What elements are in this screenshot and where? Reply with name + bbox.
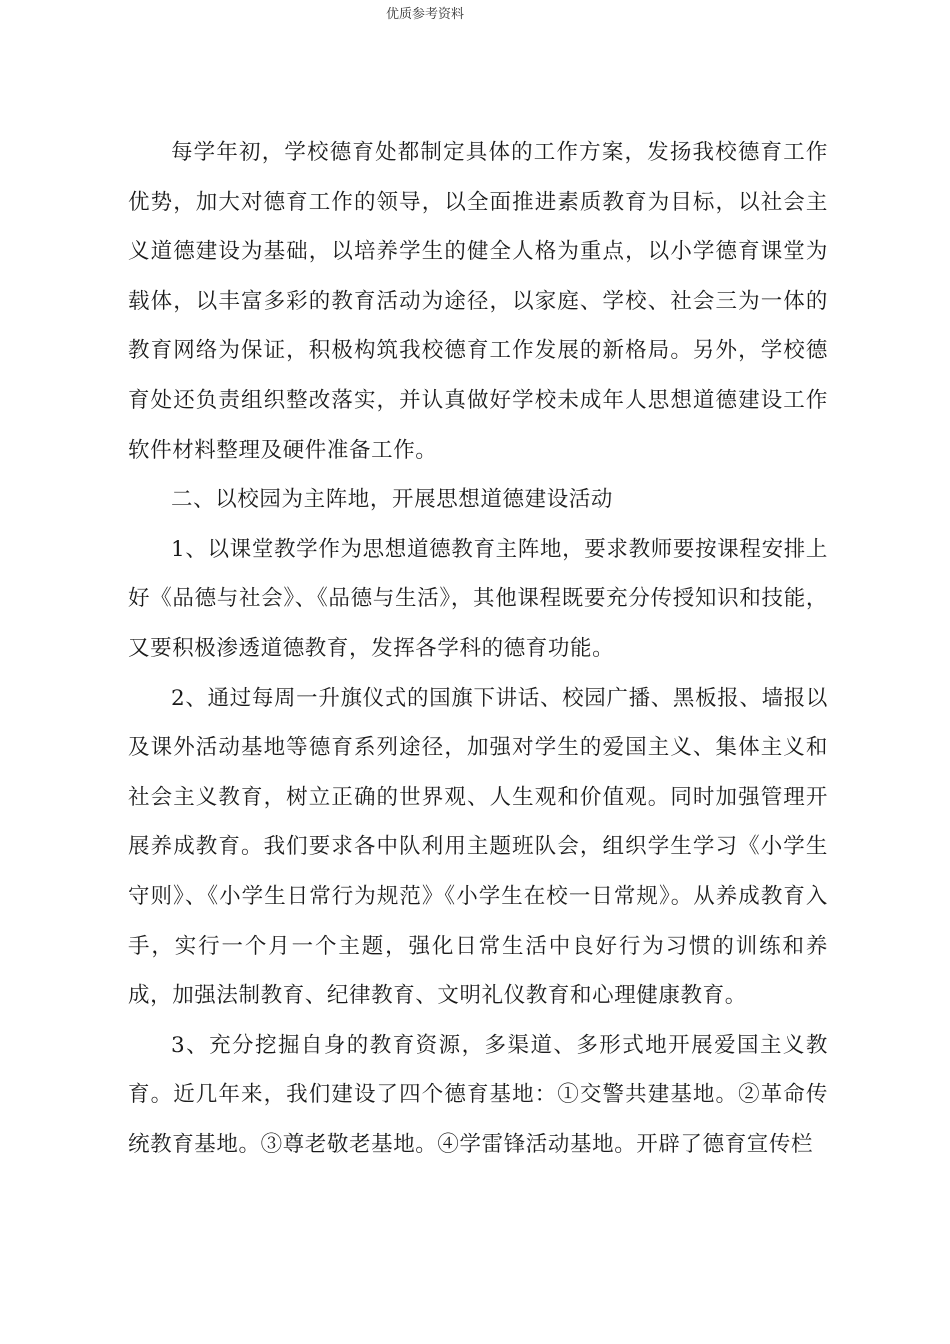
- section-heading-campus: 二、以校园为主阵地，开展思想道德建设活动: [171, 487, 614, 513]
- document-body: [128, 128, 828, 1169]
- paragraph-item-2: 2、通过每周一升旗仪式的国旗下讲话、校园广播、黑板报、墙报以及课外活动基地等德育系列途径，加强对学生的爱国主义、集体主义和社会主义教育，树立正确的世界观、人生观和价值观。同时加强管理开展养成教育。我们要求各中队利用主题班队会，组织学生学习《小学生守则》、《小学生日常行为规范》《小学生在校一日常规》。从养成教育入手，实行一个月一个主题，强化日常生活中良好行为习惯的训练和养成，加强法制教育、纪律教育、文明礼仪教育和心理健康教育。: [128, 685, 828, 1009]
- page-header: 优质参考资料: [386, 7, 465, 22]
- paragraph-item-3: 3、充分挖掘自身的教育资源，多渠道、多形式地开展爱国主义教育。近几年来，我们建设了四个德育基地：①交警共建基地。②革命传统教育基地。③尊老敬老基地。④学雷锋活动基地。开辟了德育宣传栏: [128, 1032, 828, 1157]
- paragraph-item-1: 1、以课堂教学作为思想道德教育主阵地，要求教师要按课程安排上好《品德与社会》、《品德与生活》，其他课程既要充分传授知识和技能，又要积极渗透道德教育，发挥各学科的德育功能。: [128, 536, 828, 661]
- paragraph-work-plan: 每学年初，学校德育处都制定具体的工作方案，发扬我校德育工作优势，加大对德育工作的领导，以全面推进素质教育为目标，以社会主义道德建设为基础，以培养学生的健全人格为重点，以小学德育课堂为载体，以丰富多彩的教育活动为途径，以家庭、学校、社会三为一体的教育网络为保证，积极构筑我校德育工作发展的新格局。另外，学校德育处还负责组织整改落实，并认真做好学校未成年人思想道德建设工作软件材料整理及硬件准备工作。: [128, 140, 828, 463]
